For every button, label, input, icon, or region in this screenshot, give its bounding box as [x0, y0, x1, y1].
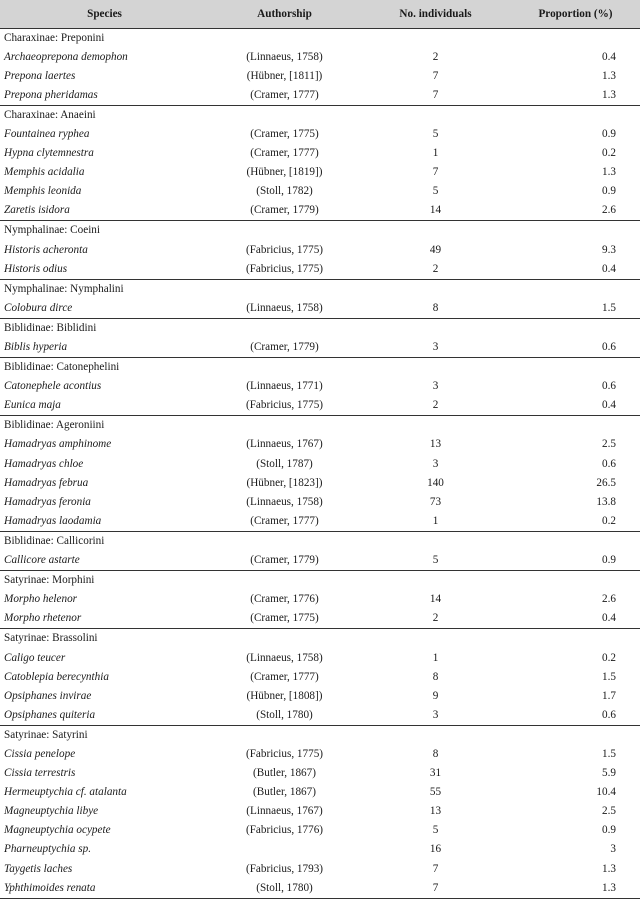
- table-row: [0, 706, 640, 726]
- authorship-cell: (Linnaeus, 1758): [246, 495, 323, 508]
- group-label: Biblidinae: Catonephelini: [0, 358, 640, 378]
- individuals-cell: 73: [429, 495, 442, 508]
- species-cell: Caligo teucer: [4, 651, 66, 664]
- group-label: Charaxinae: Anaeini: [0, 105, 640, 125]
- species-cell: Opsiphanes invirae: [4, 689, 92, 702]
- proportion-cell: 0.6: [602, 341, 616, 353]
- proportion-cell: 2.5: [602, 805, 616, 818]
- species-cell: Hypna clytemnestra: [4, 147, 94, 160]
- group-label: Biblidinae: Ageroniini: [0, 416, 640, 436]
- group-label: Satyrinae: Morphini: [0, 571, 640, 591]
- table-row: [0, 435, 640, 454]
- group-row: [0, 221, 640, 241]
- species-cell: Archaeoprepona demophon: [4, 50, 128, 63]
- group-row: [0, 279, 640, 299]
- individuals-cell: 2: [432, 612, 439, 625]
- species-cell: Biblis hyperia: [4, 341, 68, 353]
- table-row: [0, 551, 640, 571]
- species-cell: Yphthimoides renata: [0, 879, 209, 899]
- table-row: [0, 840, 640, 859]
- table-row: [0, 821, 640, 840]
- species-cell: Cissia penelope: [4, 747, 76, 760]
- individuals-cell: 8: [432, 301, 439, 314]
- authorship-cell: (Cramer, 1777): [250, 670, 319, 683]
- species-cell: Historis acheronta: [4, 243, 88, 256]
- species-cell: Hamadryas amphinome: [4, 438, 112, 451]
- authorship-cell: (Linnaeus, 1758): [246, 50, 323, 63]
- individuals-cell: 8: [432, 670, 439, 683]
- table-row: [0, 745, 640, 764]
- authorship-cell: [209, 840, 360, 859]
- individuals-cell: 5: [432, 185, 439, 198]
- header-individuals: No. individuals: [399, 7, 472, 20]
- authorship-cell: (Cramer, 1777): [250, 147, 319, 160]
- proportion-cell: 0.6: [602, 380, 616, 393]
- table-row: [0, 48, 640, 67]
- table-row: [0, 125, 640, 144]
- species-cell: Morpho rhetenor: [4, 612, 82, 625]
- table-row: [0, 241, 640, 260]
- proportion-cell: 10.4: [596, 786, 616, 799]
- table-row: [0, 396, 640, 416]
- species-cell: Cissia terrestris: [4, 767, 76, 780]
- individuals-cell: 3: [432, 457, 439, 470]
- header-proportion: Proportion (%): [538, 7, 613, 20]
- table-row: [0, 144, 640, 163]
- group-label: Biblidinae: Biblidini: [0, 318, 640, 338]
- species-cell: Memphis leonida: [4, 185, 82, 198]
- table-row: [0, 338, 640, 358]
- species-cell: Taygetis laches: [4, 862, 73, 875]
- proportion-cell: 0.2: [602, 147, 616, 160]
- authorship-cell: (Fabricius, 1775): [245, 747, 324, 760]
- individuals-cell: 7: [432, 69, 439, 82]
- species-cell: Prepona pheridamas: [4, 88, 98, 101]
- individuals-cell: 7: [432, 166, 439, 179]
- authorship-cell: (Linnaeus, 1758): [246, 301, 323, 314]
- authorship-cell: (Stoll, 1787): [256, 457, 313, 470]
- species-cell: Opsiphanes quiteria: [4, 708, 96, 721]
- individuals-cell: 5: [432, 554, 439, 567]
- species-cell: Hermeuptychia cf. atalanta: [4, 786, 127, 799]
- individuals-cell: 7: [432, 862, 439, 875]
- authorship-cell: (Cramer, 1779): [250, 341, 319, 353]
- table-row: [0, 377, 640, 396]
- proportion-cell: 2.6: [602, 204, 616, 217]
- proportion-cell: 0.9: [602, 127, 616, 140]
- individuals-cell: 1: [432, 514, 439, 527]
- table-row: [0, 783, 640, 802]
- authorship-cell: (Butler, 1867): [253, 786, 316, 799]
- authorship-cell: (Hübner, [1811]): [246, 69, 323, 82]
- table-row: [0, 879, 640, 899]
- species-cell: Catonephele acontius: [4, 380, 102, 393]
- individuals-cell: 13: [429, 438, 442, 451]
- table-row: [0, 455, 640, 474]
- authorship-cell: (Stoll, 1780): [256, 708, 313, 721]
- table-row: [0, 512, 640, 532]
- authorship-cell: (Fabricius, 1793): [245, 862, 324, 875]
- authorship-cell: (Linnaeus, 1758): [246, 651, 323, 664]
- authorship-cell: (Cramer, 1776): [250, 593, 319, 606]
- proportion-cell: 1.7: [602, 689, 616, 702]
- authorship-cell: (Linnaeus, 1767): [246, 438, 323, 451]
- individuals-cell: 1: [432, 147, 439, 160]
- individuals-cell: 2: [432, 262, 439, 275]
- group-row: [0, 318, 640, 338]
- proportion-cell: 26.5: [596, 476, 616, 489]
- individuals-cell: 13: [429, 805, 442, 818]
- group-label: Biblidinae: Callicorini: [0, 531, 640, 551]
- proportion-cell: 0.4: [602, 262, 616, 275]
- proportion-cell: 0.4: [602, 399, 616, 412]
- table-row: [0, 86, 640, 106]
- species-cell: Hamadryas februa: [4, 476, 89, 489]
- group-label: Satyrinae: Satyrini: [0, 725, 640, 745]
- proportion-cell: 0.6: [602, 708, 616, 721]
- authorship-cell: (Hübner, [1819]): [246, 166, 323, 179]
- proportion-cell: 1.3: [602, 862, 616, 875]
- species-cell: Morpho helenor: [4, 593, 78, 606]
- proportion-cell: 5.9: [602, 767, 616, 780]
- proportion-cell: 0.4: [602, 50, 616, 63]
- group-label: Nymphalinae: Coeini: [0, 221, 640, 241]
- proportion-cell: 2.6: [602, 593, 616, 606]
- table-row: [0, 590, 640, 609]
- table-body: [0, 28, 640, 898]
- table-row: [0, 493, 640, 512]
- individuals-cell: 14: [429, 204, 442, 217]
- individuals-cell: 7: [432, 88, 439, 101]
- proportion-cell: 1.3: [602, 69, 616, 82]
- group-label: Satyrinae: Brassolini: [0, 629, 640, 649]
- table-row: [0, 687, 640, 706]
- proportion-cell: 3: [610, 843, 616, 856]
- individuals-cell: 31: [429, 767, 442, 780]
- proportion-cell: 0.9: [602, 824, 616, 837]
- species-cell: Prepona laertes: [4, 69, 76, 82]
- proportion-cell: 1.5: [602, 747, 616, 760]
- individuals-cell: 55: [429, 786, 442, 799]
- species-cell: Hamadryas feronia: [4, 495, 91, 508]
- table-row: [0, 609, 640, 629]
- individuals-cell: 49: [429, 243, 442, 256]
- species-cell: Pharneuptychia sp.: [4, 843, 91, 856]
- table-header: [0, 0, 640, 28]
- table-row: [0, 474, 640, 493]
- proportion-cell: 1.3: [511, 879, 640, 899]
- authorship-cell: (Butler, 1867): [253, 767, 316, 780]
- individuals-cell: 3: [432, 708, 439, 721]
- authorship-cell: (Fabricius, 1775): [245, 243, 324, 256]
- group-row: [0, 416, 640, 436]
- group-row: [0, 531, 640, 551]
- authorship-cell: (Linnaeus, 1771): [246, 380, 323, 393]
- proportion-cell: 0.9: [602, 554, 616, 567]
- table-row: [0, 764, 640, 783]
- proportion-cell: 0.6: [602, 457, 616, 470]
- species-cell: Callicore astarte: [4, 554, 80, 567]
- proportion-cell: 1.5: [602, 670, 616, 683]
- species-cell: Hamadryas chloe: [4, 457, 84, 470]
- table-row: [0, 67, 640, 86]
- species-cell: Eunica maja: [4, 399, 61, 412]
- proportion-cell: 0.4: [602, 612, 616, 625]
- table-row: [0, 182, 640, 201]
- species-cell: Fountainea ryphea: [4, 127, 90, 140]
- authorship-cell: (Hübner, [1823]): [246, 476, 323, 489]
- species-cell: Zaretis isidora: [4, 204, 70, 217]
- individuals-cell: 7: [360, 879, 511, 899]
- proportion-cell: 9.3: [602, 243, 616, 256]
- group-row: [0, 725, 640, 745]
- authorship-cell: (Fabricius, 1775): [245, 399, 324, 412]
- table-row: [0, 260, 640, 280]
- group-label: Charaxinae: Preponini: [0, 28, 640, 48]
- species-cell: Catoblepia berecynthia: [4, 670, 109, 683]
- individuals-cell: 140: [427, 476, 444, 489]
- individuals-cell: 1: [432, 651, 439, 664]
- species-cell: Historis odius: [4, 262, 68, 275]
- individuals-cell: 5: [432, 127, 439, 140]
- proportion-cell: 1.3: [602, 88, 616, 101]
- header-species: Species: [87, 7, 122, 20]
- individuals-cell: 2: [432, 50, 439, 63]
- individuals-cell: 16: [429, 843, 442, 856]
- authorship-cell: (Cramer, 1777): [250, 88, 319, 101]
- species-cell: Magneuptychia libye: [4, 805, 99, 818]
- species-cell: Colobura dirce: [4, 301, 73, 314]
- individuals-cell: 3: [432, 380, 439, 393]
- individuals-cell: 9: [432, 689, 439, 702]
- authorship-cell: (Fabricius, 1776): [245, 824, 324, 837]
- table-row: [0, 163, 640, 182]
- proportion-cell: 0.9: [602, 185, 616, 198]
- individuals-cell: 5: [432, 824, 439, 837]
- header-row: [0, 0, 640, 28]
- proportion-cell: 1.3: [602, 166, 616, 179]
- authorship-cell: (Cramer, 1775): [250, 612, 319, 625]
- authorship-cell: (Stoll, 1780): [209, 879, 360, 899]
- authorship-cell: (Hübner, [1808]): [246, 689, 323, 702]
- individuals-cell: 3: [432, 341, 439, 353]
- authorship-cell: (Cramer, 1777): [250, 514, 319, 527]
- proportion-cell: 13.8: [596, 495, 616, 508]
- authorship-cell: (Fabricius, 1775): [245, 262, 324, 275]
- proportion-cell: 0.2: [602, 514, 616, 527]
- table-row: [0, 649, 640, 668]
- authorship-cell: (Cramer, 1779): [250, 554, 319, 567]
- proportion-cell: 1.5: [602, 301, 616, 314]
- table-row: [0, 668, 640, 687]
- group-label: Nymphalinae: Nymphalini: [0, 279, 640, 299]
- group-row: [0, 28, 640, 48]
- proportion-cell: 2.5: [602, 438, 616, 451]
- species-cell: Hamadryas laodamia: [4, 514, 102, 527]
- individuals-cell: 2: [432, 399, 439, 412]
- table-row: [0, 860, 640, 879]
- species-cell: Magneuptychia ocypete: [4, 824, 111, 837]
- group-row: [0, 105, 640, 125]
- header-authorship: Authorship: [257, 7, 312, 20]
- group-row: [0, 358, 640, 378]
- authorship-cell: (Cramer, 1779): [250, 204, 319, 217]
- authorship-cell: (Stoll, 1782): [256, 185, 313, 198]
- table-row: [0, 201, 640, 221]
- individuals-cell: 8: [432, 747, 439, 760]
- authorship-cell: (Linnaeus, 1767): [246, 805, 323, 818]
- proportion-cell: 0.2: [602, 651, 616, 664]
- group-row: [0, 629, 640, 649]
- species-cell: Memphis acidalia: [4, 166, 85, 179]
- authorship-cell: (Cramer, 1775): [250, 127, 319, 140]
- group-row: [0, 571, 640, 591]
- individuals-cell: 14: [429, 593, 442, 606]
- table-row: [0, 299, 640, 319]
- table-row: [0, 802, 640, 821]
